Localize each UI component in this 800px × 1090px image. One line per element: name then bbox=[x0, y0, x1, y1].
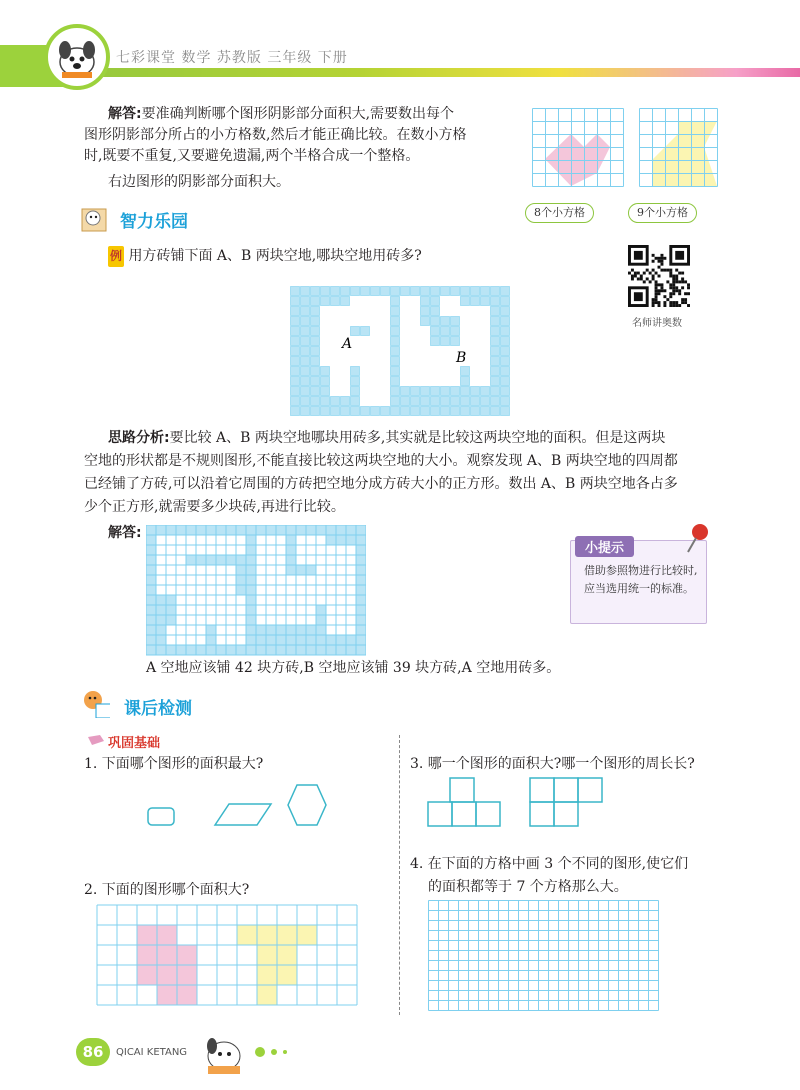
answer1-block bbox=[108, 104, 518, 125]
caption-left: 8个小方格 bbox=[525, 203, 594, 223]
answer1-label: 解答: bbox=[108, 106, 142, 122]
caption-right: 9个小方格 bbox=[628, 203, 697, 223]
question-1: 1. 下面哪个图形的面积最大? bbox=[84, 756, 264, 772]
q2-grid bbox=[96, 904, 360, 1016]
mascot-logo bbox=[44, 24, 110, 90]
footer-brand: QICAI KETANG bbox=[116, 1047, 188, 1058]
analysis-text1: 要比较 A、B 两块空地哪块用砖多,其实就是比较这两块空地的面积。但是这两块 bbox=[169, 430, 666, 446]
subsection-title: 巩固基础 bbox=[108, 736, 161, 751]
qr-caption: 名师讲奥数 bbox=[632, 318, 682, 329]
example-grid bbox=[290, 286, 510, 418]
shape-left-grid bbox=[532, 108, 630, 192]
column-divider bbox=[399, 735, 400, 1015]
header-title: 七彩课堂 数学 苏教版 三年级 下册 bbox=[116, 50, 348, 66]
answer1-line4: 右边图形的阴影部分面积大。 bbox=[108, 174, 290, 190]
rounded-rectangle-shape bbox=[148, 808, 174, 825]
section-title-zhili: 智力乐园 bbox=[120, 212, 188, 232]
tip-title: 小提示 bbox=[575, 536, 634, 557]
shape-right-grid bbox=[639, 108, 723, 192]
analysis-label: 思路分析: bbox=[108, 430, 170, 446]
question-4-line2: 的面积都等于 7 个方格那么大。 bbox=[428, 879, 628, 895]
book-mascot-icon bbox=[78, 203, 110, 233]
answer2-conclusion: A 空地应该铺 42 块方砖,B 空地应该铺 39 块方砖,A 空地用砖多。 bbox=[146, 660, 561, 676]
section-title-kehou: 课后检测 bbox=[124, 699, 192, 719]
qr-code-icon bbox=[628, 245, 690, 307]
dog-mascot-icon bbox=[48, 28, 106, 86]
example-badge: 例 bbox=[108, 246, 124, 267]
answer1-line2: 图形阴影部分所占的小方格数,然后才能正确比较。在数小方格 bbox=[84, 127, 467, 143]
answer-grid bbox=[146, 525, 366, 657]
parallelogram-shape bbox=[215, 804, 271, 825]
answer1-line1: 要准确判断哪个图形阴影部分面积大,需要数出每个 bbox=[141, 106, 455, 122]
question-2: 2. 下面的图形哪个面积大? bbox=[84, 882, 250, 898]
question-3: 3. 哪一个图形的面积大?哪一个图形的周长长? bbox=[410, 756, 695, 772]
footer-mascot-icon bbox=[200, 1030, 300, 1078]
question-4-line1: 4. 在下面的方格中画 3 个不同的图形,使它们 bbox=[410, 856, 689, 872]
analysis-line3: 已经铺了方砖,可以沿着它周围的方砖把空地分成方砖大小的正方形。数出 A、B 两块空地各占多 bbox=[84, 476, 678, 492]
analysis-line1 bbox=[108, 428, 748, 449]
answer1-line3: 时,既要不重复,又要避免遗漏,两个半格合成一个整格。 bbox=[84, 148, 420, 164]
label-b: B bbox=[456, 350, 467, 366]
example-text: 用方砖铺下面 A、B 两块空地,哪块空地用砖多? bbox=[128, 248, 422, 264]
eraser-icon bbox=[86, 733, 106, 747]
page-number: 86 bbox=[76, 1038, 110, 1066]
q4-drawing-grid[interactable] bbox=[428, 900, 662, 1018]
analysis-line4: 少个正方形,就需要多少块砖,再进行比较。 bbox=[84, 499, 345, 515]
q1-shapes bbox=[145, 780, 335, 830]
example-line bbox=[108, 246, 528, 267]
q3-shapes bbox=[426, 776, 610, 828]
pushpin-icon bbox=[682, 522, 712, 556]
label-a: A bbox=[342, 336, 353, 352]
reading-mascot-icon bbox=[78, 688, 110, 718]
answer2-label: 解答: bbox=[108, 525, 142, 541]
analysis-line2: 空地的形状都是不规则图形,不能直接比较这两块空地的大小。观察发现 A、B 两块空地的四周都 bbox=[84, 453, 678, 469]
hexagon-shape bbox=[288, 785, 326, 825]
tip-text: 借助参照物进行比较时,应当选用统一的标准。 bbox=[584, 564, 698, 595]
